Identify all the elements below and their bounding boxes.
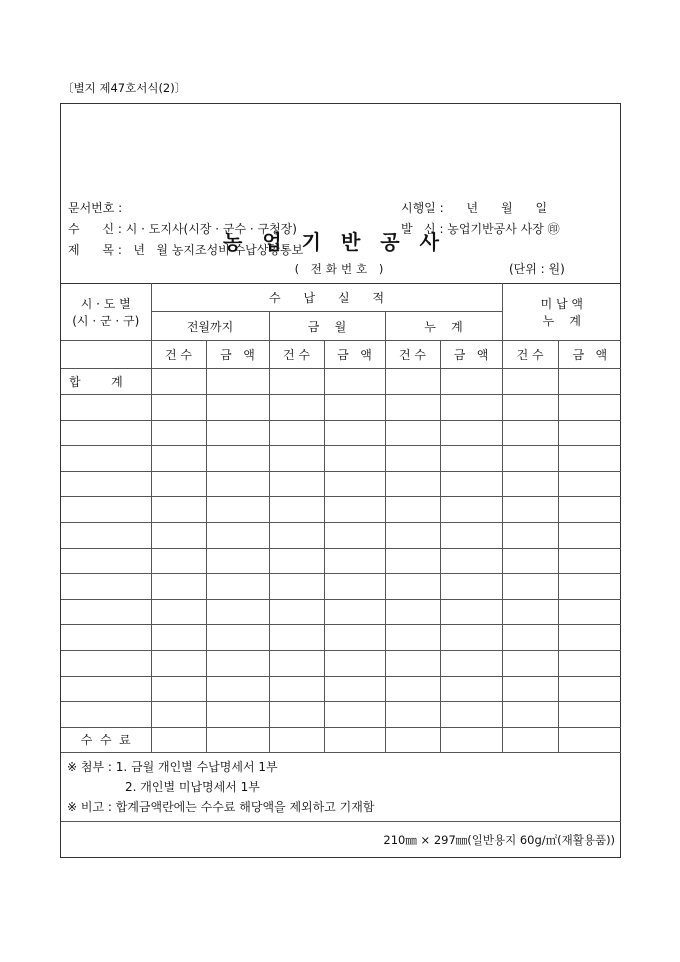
- data-cell[interactable]: [269, 548, 324, 574]
- data-cell[interactable]: [269, 650, 324, 676]
- data-cell[interactable]: [385, 395, 440, 421]
- data-cell[interactable]: [502, 420, 558, 446]
- data-cell[interactable]: [206, 727, 269, 752]
- data-cell[interactable]: [558, 471, 621, 497]
- data-cell[interactable]: [558, 650, 621, 676]
- data-cell[interactable]: [206, 471, 269, 497]
- amount-header: 금 액: [324, 341, 385, 369]
- amount-header: 금 액: [558, 341, 621, 369]
- data-cell[interactable]: [502, 650, 558, 676]
- data-cell[interactable]: [440, 395, 502, 421]
- remark-note: ※ 비고 : 합계금액란에는 수수료 해당액을 제외하고 기재함: [67, 799, 375, 814]
- data-cell[interactable]: [269, 471, 324, 497]
- data-cell[interactable]: [558, 599, 621, 625]
- data-cell[interactable]: [440, 522, 502, 548]
- data-cell[interactable]: [558, 395, 621, 421]
- data-cell[interactable]: [151, 420, 206, 446]
- table-row: [61, 625, 621, 651]
- data-cell[interactable]: [151, 446, 206, 472]
- region-cell[interactable]: [61, 625, 151, 651]
- data-cell[interactable]: [502, 574, 558, 600]
- recipient-field: 수 신 : 시 · 도지사(시장 · 군수 · 구청장): [68, 222, 297, 236]
- data-cell[interactable]: [385, 446, 440, 472]
- data-cell[interactable]: [206, 420, 269, 446]
- data-cell[interactable]: [385, 369, 440, 395]
- region-cell[interactable]: [61, 548, 151, 574]
- table-row: [61, 497, 621, 523]
- data-cell[interactable]: [269, 446, 324, 472]
- region-cell[interactable]: [61, 702, 151, 728]
- data-cell[interactable]: [558, 625, 621, 651]
- fee-row: [61, 727, 621, 752]
- data-cell[interactable]: [324, 522, 385, 548]
- data-cell[interactable]: [558, 727, 621, 752]
- data-cell[interactable]: [324, 650, 385, 676]
- data-cell[interactable]: [558, 497, 621, 523]
- data-cell[interactable]: [206, 497, 269, 523]
- table-row: [61, 650, 621, 676]
- region-header-label: 시 · 도 별: [80, 297, 131, 311]
- data-cell[interactable]: [502, 727, 558, 752]
- blank-cell: [61, 341, 151, 369]
- data-cell[interactable]: [440, 471, 502, 497]
- data-cell[interactable]: [151, 574, 206, 600]
- table-row: [61, 446, 621, 472]
- data-cell[interactable]: [324, 395, 385, 421]
- count-header: 건 수: [502, 341, 558, 369]
- data-cell[interactable]: [206, 702, 269, 728]
- paper-spec-footer: 210㎜ × 297㎜(일반용지 60g/㎡(재활용품)): [61, 821, 621, 859]
- data-cell[interactable]: [558, 369, 621, 395]
- data-cell[interactable]: [206, 574, 269, 600]
- data-cell[interactable]: [206, 446, 269, 472]
- data-cell[interactable]: [385, 548, 440, 574]
- subject-field: 제 목 : 년 월 농지조성비 수납상황통보: [68, 243, 304, 257]
- data-cell[interactable]: [502, 548, 558, 574]
- table-row: [61, 702, 621, 728]
- data-cell[interactable]: [324, 471, 385, 497]
- data-cell[interactable]: [324, 727, 385, 752]
- data-cell[interactable]: [269, 369, 324, 395]
- data-cell[interactable]: [324, 625, 385, 651]
- table-row: [61, 676, 621, 702]
- sender-field: 발 신 : 농업기반공사 사장 ㊞: [401, 222, 560, 236]
- data-cell[interactable]: [206, 599, 269, 625]
- region-cell[interactable]: [61, 599, 151, 625]
- region-cell[interactable]: [61, 574, 151, 600]
- data-cell[interactable]: [440, 625, 502, 651]
- unit-label: (단위 : 원): [509, 262, 565, 276]
- data-cell[interactable]: [151, 702, 206, 728]
- data-cell[interactable]: [151, 599, 206, 625]
- region-cell[interactable]: [61, 420, 151, 446]
- data-cell[interactable]: [206, 625, 269, 651]
- unpaid-sub-label: 누 계: [542, 314, 582, 328]
- issue-date-field: 시행일 : 년 월 일: [401, 201, 548, 215]
- document-form: [60, 103, 621, 858]
- count-header: 건 수: [385, 341, 440, 369]
- data-cell[interactable]: [151, 548, 206, 574]
- data-cell[interactable]: [269, 574, 324, 600]
- data-cell[interactable]: [385, 497, 440, 523]
- data-cell[interactable]: [324, 676, 385, 702]
- data-cell[interactable]: [324, 369, 385, 395]
- data-cell[interactable]: [440, 676, 502, 702]
- table-row: [61, 574, 621, 600]
- count-header: 건 수: [151, 341, 206, 369]
- total-row: [61, 369, 621, 395]
- region-header: [61, 284, 151, 341]
- data-cell[interactable]: [151, 727, 206, 752]
- data-cell[interactable]: [385, 625, 440, 651]
- data-cell[interactable]: [269, 676, 324, 702]
- attachment-note-2: 2. 개인별 미납명세서 1부: [125, 779, 260, 794]
- data-cell[interactable]: [502, 625, 558, 651]
- count-header: 건 수: [269, 341, 324, 369]
- data-cell[interactable]: [502, 471, 558, 497]
- data-cell[interactable]: [558, 676, 621, 702]
- amount-header: 금 액: [440, 341, 502, 369]
- data-cell[interactable]: [502, 676, 558, 702]
- data-cell[interactable]: [324, 702, 385, 728]
- attachment-note-1: ※ 첨부 : 1. 금월 개인별 수납명세서 1부: [67, 759, 278, 774]
- table-row: [61, 522, 621, 548]
- data-cell[interactable]: [558, 522, 621, 548]
- data-cell[interactable]: [385, 676, 440, 702]
- data-cell[interactable]: [440, 574, 502, 600]
- data-cell[interactable]: [151, 497, 206, 523]
- region-cell[interactable]: [61, 446, 151, 472]
- data-cell[interactable]: [206, 676, 269, 702]
- data-cell[interactable]: [324, 548, 385, 574]
- data-cell[interactable]: [151, 395, 206, 421]
- data-cell[interactable]: [269, 522, 324, 548]
- page-title: 농업기반공사: [223, 230, 459, 254]
- region-cell[interactable]: [61, 676, 151, 702]
- region-cell[interactable]: [61, 522, 151, 548]
- data-cell[interactable]: [151, 676, 206, 702]
- region-cell[interactable]: [61, 471, 151, 497]
- region-cell[interactable]: [61, 650, 151, 676]
- unpaid-header: [502, 284, 621, 341]
- collection-header: 수 납 실 적: [151, 284, 502, 312]
- data-cell[interactable]: [151, 650, 206, 676]
- data-cell[interactable]: [440, 420, 502, 446]
- region-sub-label: (시 · 군 · 구): [72, 314, 140, 328]
- data-cell[interactable]: [385, 727, 440, 752]
- data-cell[interactable]: [385, 574, 440, 600]
- data-cell[interactable]: [558, 420, 621, 446]
- group-prev-month: 전월까지: [151, 312, 269, 341]
- data-cell[interactable]: [269, 625, 324, 651]
- total-row-label: 합 계: [61, 369, 151, 395]
- data-cell[interactable]: [206, 548, 269, 574]
- data-cell[interactable]: [269, 420, 324, 446]
- data-cell[interactable]: [269, 599, 324, 625]
- table-row: [61, 420, 621, 446]
- notes-section: [61, 752, 621, 821]
- data-cell[interactable]: [324, 574, 385, 600]
- data-cell[interactable]: [151, 522, 206, 548]
- data-cell[interactable]: [502, 446, 558, 472]
- table-row: [61, 548, 621, 574]
- data-cell[interactable]: [440, 446, 502, 472]
- table-row: [61, 395, 621, 421]
- data-cell[interactable]: [151, 625, 206, 651]
- data-cell[interactable]: [440, 369, 502, 395]
- region-cell[interactable]: [61, 395, 151, 421]
- data-cell[interactable]: [206, 650, 269, 676]
- data-cell[interactable]: [269, 497, 324, 523]
- doc-number-field: 문서번호 :: [68, 201, 123, 215]
- data-cell[interactable]: [324, 420, 385, 446]
- data-cell[interactable]: [269, 702, 324, 728]
- data-cell[interactable]: [385, 420, 440, 446]
- region-cell[interactable]: [61, 497, 151, 523]
- data-cell[interactable]: [151, 369, 206, 395]
- fee-row-label: 수 수 료: [61, 727, 151, 752]
- data-cell[interactable]: [269, 727, 324, 752]
- table-row: [61, 471, 621, 497]
- data-cell[interactable]: [385, 650, 440, 676]
- data-cell[interactable]: [558, 702, 621, 728]
- data-cell[interactable]: [440, 548, 502, 574]
- data-cell[interactable]: [440, 650, 502, 676]
- collection-table: [61, 283, 621, 859]
- data-cell[interactable]: [324, 599, 385, 625]
- data-cell[interactable]: [206, 395, 269, 421]
- phone-label: ( 전화번호 ): [294, 262, 388, 276]
- form-number-label: 〔별지 제47호서식(2)〕: [62, 81, 187, 95]
- data-cell[interactable]: [502, 395, 558, 421]
- data-cell[interactable]: [440, 727, 502, 752]
- data-cell[interactable]: [385, 599, 440, 625]
- data-cell[interactable]: [385, 702, 440, 728]
- data-cell[interactable]: [151, 471, 206, 497]
- data-cell[interactable]: [502, 497, 558, 523]
- data-cell[interactable]: [440, 599, 502, 625]
- data-cell[interactable]: [206, 522, 269, 548]
- data-cell[interactable]: [440, 497, 502, 523]
- data-cell[interactable]: [502, 702, 558, 728]
- data-cell[interactable]: [385, 471, 440, 497]
- unpaid-header-label: 미 납 액: [540, 297, 584, 311]
- data-cell[interactable]: [385, 522, 440, 548]
- data-cell[interactable]: [502, 369, 558, 395]
- data-cell[interactable]: [324, 497, 385, 523]
- data-cell[interactable]: [440, 702, 502, 728]
- group-cumulative: 누 계: [385, 312, 502, 341]
- amount-header: 금 액: [206, 341, 269, 369]
- table-row: [61, 599, 621, 625]
- data-cell[interactable]: [502, 599, 558, 625]
- data-cell[interactable]: [269, 395, 324, 421]
- data-cell[interactable]: [558, 574, 621, 600]
- data-cell[interactable]: [324, 446, 385, 472]
- data-cell[interactable]: [502, 522, 558, 548]
- data-cell[interactable]: [558, 548, 621, 574]
- group-this-month: 금 월: [269, 312, 385, 341]
- data-cell[interactable]: [558, 446, 621, 472]
- data-cell[interactable]: [206, 369, 269, 395]
